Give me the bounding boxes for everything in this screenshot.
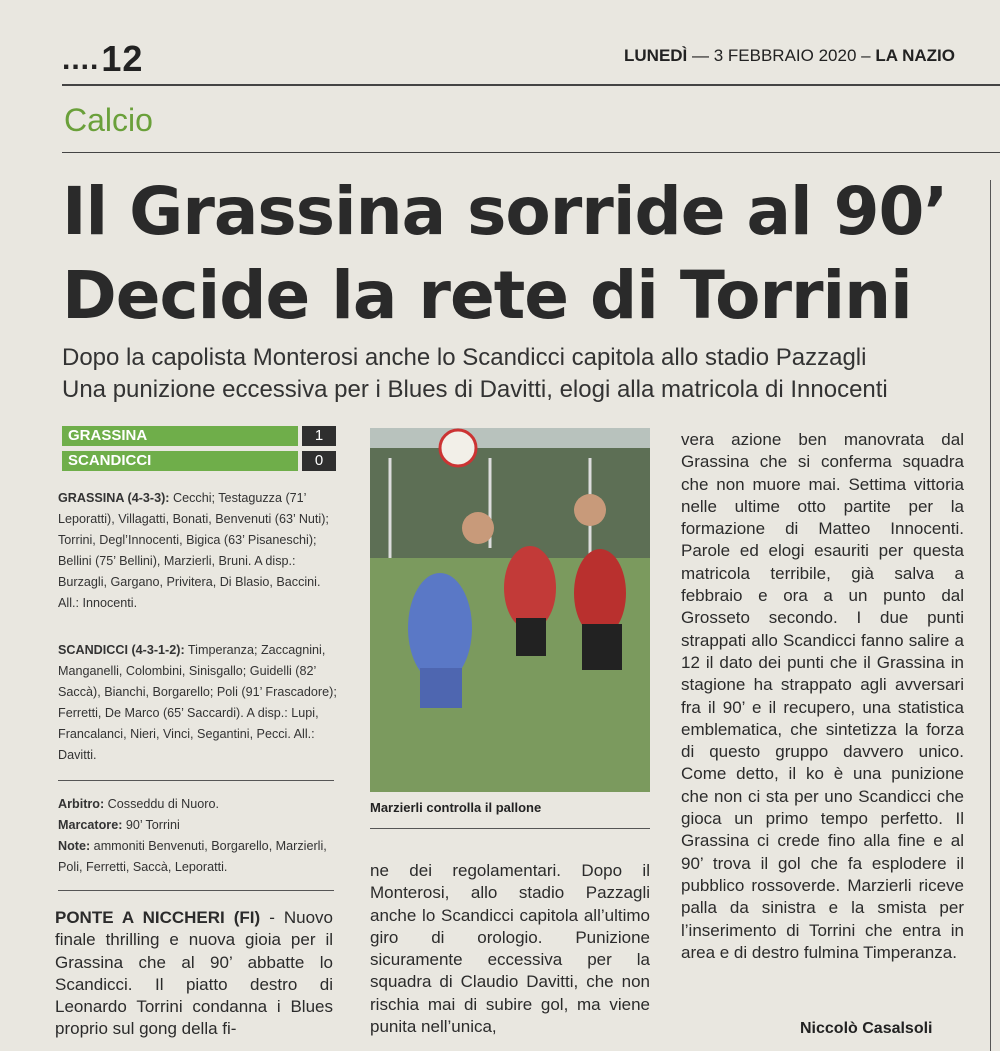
section-rule — [62, 152, 1000, 153]
lineup-grassina: GRASSINA (4-3-3): Cecchi; Testaguzza (71’ Leporatti), Villagatti, Bonati, Benvenuti (63’ Nuti); Torrini, Degl’Innocenti, Bigica (63’ Pisaneschi); Bellini (75’ Bellini), Marzierli, Bruni. A disp.: Burzagli, Gargano, Privitera, Di Blasio, Baccini. All.: Innocenti. — [58, 491, 329, 610]
dateline: LUNEDÌ — 3 FEBBRAIO 2020 – LA NAZIO — [624, 46, 955, 65]
article-column-3: vera azione ben manovrata dal Grassina che si conferma squadra che non muore mai. Settima vittoria nelle ultime otto partite per la formazione di Matteo Innocenti. Parole ed elogi esauriti per questa matricola terribile, già salva a febbraio e ora a un punto dal Grosseto secondo. I due punti strappati allo Scandicci fanno salire a 12 il dato dei punti che il Grassina in stagione ha strappato agli avversari fra il 90’ e il recupero, una statistica emblematica, che sintetizza la forza di questo gruppo davvero unico. Come detto, il ko è una punizione che non ci sta per uno Scandicci che gioca un primo tempo perfetto. Il Grassina ci crede fino alla fine e al 90’ trova il gol che fa esplodere il pubblico rossoverde. Marzierli riceve palla da sinistra e la smista per l’inserimento di Torrini che entra in area e di destro fulmina Timperanza. — [681, 430, 964, 962]
headline: Il Grassina sorride al 90’ Decide la rete di Torrini — [62, 173, 948, 334]
page-number: ....12 — [62, 38, 144, 79]
adjacent-column-edge — [990, 180, 1000, 1051]
team-goals: 0 — [302, 451, 336, 471]
score-row-away — [62, 451, 342, 471]
byline: Niccolò Casalsoli — [800, 1020, 933, 1037]
team-goals: 1 — [302, 426, 336, 446]
header-rule — [62, 84, 1000, 86]
divider — [58, 890, 334, 891]
team-name: GRASSINA — [62, 426, 298, 446]
photo-caption: Marzierli controlla il pallone — [370, 800, 542, 815]
team-name: SCANDICCI — [62, 451, 298, 471]
match-photo — [370, 428, 650, 792]
article-column-1: PONTE A NICCHERI (FI) - Nuovo finale thrilling e nuova gioia per il Grassina che al 90’ abbatte lo Scandicci. Il piatto destro di Leonardo Torrini condanna i Blues proprio sul gong della fi- — [55, 908, 333, 1039]
divider — [370, 828, 650, 829]
lineup-scandicci: SCANDICCI (4-3-1-2): Timperanza; Zaccagnini, Manganelli, Colombini, Sinisgallo; Guidelli (82’ Saccà), Bianchi, Borgarello; Poli (91’ Frascadore); Ferretti, De Marco (65’ Saccardi). A disp.: Lupi, Francalanci, Nieri, Vinci, Segantini, Pecci. All.: Davitti. — [58, 643, 337, 762]
match-facts: Arbitro: Cosseddu di Nuoro. Marcatore: 90’ Torrini Note: ammoniti Benvenuti, Borgarello, Marzierli, Poli, Ferretti, Saccà, Leporatti. — [58, 797, 327, 874]
players-illustration — [370, 428, 650, 792]
divider — [58, 780, 334, 781]
section-label: Calcio — [64, 102, 153, 138]
subheadline: Dopo la capolista Monterosi anche lo Scandicci capitola allo stadio Pazzagli Una punizione eccessiva per i Blues di Davitti, elogi alla matricola di Innocenti — [62, 344, 888, 403]
article-column-2: ne dei regolamentari. Dopo il Monterosi, allo stadio Pazzagli anche lo Scandicci capitola all’ultimo giro di orologio. Punizione sicuramente eccessiva per la squadra di Claudio Davitti, che non rischia mai di subire gol, ma viene punita nell’unica, — [370, 861, 650, 1037]
score-row-home — [62, 426, 342, 446]
